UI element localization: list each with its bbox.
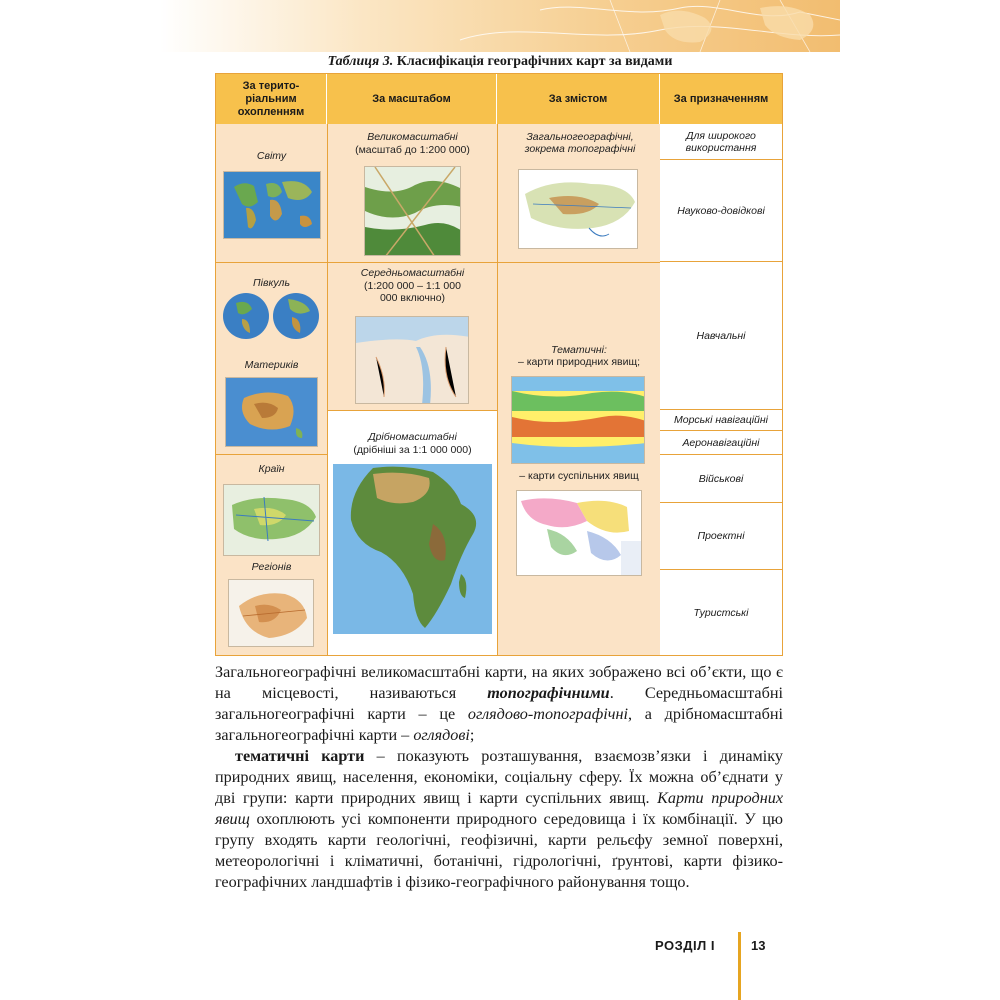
africa-map-image: [333, 464, 492, 634]
paragraph-2: [215, 746, 783, 893]
purpose-general-use: Для широкого використання: [660, 124, 782, 160]
label-regions: Регіонів: [251, 561, 292, 573]
caption-title: Класифікація географічних карт за видами: [393, 54, 673, 69]
text-run: охоплюють усі компоненти природного середовища і їх комбінації. У цю групу входять карти геологічні, геофізичні, карти рельєфу земної поверхні, метеорологічні і кліматичні, ботанічні, гідрологічні, ґрунтові, карти фізико-географічних ландшафтів і фізико-географічного районування тощо.: [215, 810, 783, 891]
text-run: Загальногеографічні великомасштабні карти, на яких зображено всі об’єкти, що є на місцевості, називаються: [215, 663, 783, 702]
world-map-decoration: [160, 0, 840, 52]
small-scale-detail: (дрібніші за 1:1 000 000): [353, 444, 472, 456]
country-map-image: [223, 484, 320, 556]
label-world: Світу: [256, 150, 287, 162]
general-maps-label: Загальногеографічні, зокрема топографічні: [524, 131, 636, 155]
header-purpose: За призначенням: [660, 74, 782, 124]
page-number: 13: [751, 938, 766, 953]
header-content: За змістом: [497, 74, 660, 124]
term-thematic: тематичні карти: [235, 747, 365, 765]
body-text: [215, 662, 783, 893]
medium-scale-label: Середньомасштабні: [360, 267, 465, 279]
header-scale: За масштабом: [327, 74, 497, 124]
header-territorial: [216, 74, 327, 124]
term-overview: оглядові: [413, 726, 470, 744]
purpose-educational: Навчальні: [660, 262, 782, 410]
purpose-aeronautical: Аеронавігаційні: [660, 431, 782, 455]
paragraph-1: [215, 662, 783, 746]
header-banner: [160, 0, 840, 52]
thematic-maps-label: Тематичні:: [551, 344, 607, 356]
label-countries: Країн: [258, 463, 285, 475]
text-run: ;: [469, 726, 475, 744]
large-scale-detail: (масштаб до 1:200 000): [355, 144, 470, 156]
natural-phenomena-map-image: [511, 376, 645, 464]
term-overview-topographic: оглядово-топографічні: [467, 705, 628, 723]
social-phenomena-label: – карти суспільних явищ: [519, 470, 639, 482]
medium-scale-map-image: [355, 316, 469, 404]
row-divider: [328, 262, 497, 263]
term-natural-maps: Карти природних явищ: [215, 789, 784, 828]
purpose-project: Проектні: [660, 503, 782, 570]
row-divider: [216, 454, 327, 455]
footer-accent-bar: [738, 932, 741, 1000]
small-scale-label: Дрібномасштабні: [368, 431, 457, 443]
large-scale-label: Великомасштабні: [367, 131, 458, 143]
text-run: . Середньомасштабні загальногеографічні карти – це: [215, 684, 783, 723]
continent-map-image: [225, 377, 318, 447]
general-map-image: [518, 169, 638, 249]
purpose-reference: Науково-довідкові: [660, 160, 782, 262]
label-continents: Материків: [244, 359, 299, 371]
natural-phenomena-label: – карти природних явищ;: [517, 356, 641, 368]
header-territorial-text: За терито-ріальним охопленням: [237, 79, 305, 118]
row-divider: [498, 262, 660, 263]
purpose-military: Військові: [660, 455, 782, 503]
table-caption: [215, 54, 785, 70]
purpose-tourist: Туристські: [660, 570, 782, 655]
region-map-image: [228, 579, 314, 647]
row-divider: [216, 262, 327, 263]
term-topographic: топографічними: [487, 684, 610, 702]
text-run: – показують розташування, взаємозв’язки і динаміку природних явищ, населення, економіки, соціальну сферу. Їх можна об’єднати у дві групи: карти природних явищ і карти суспільних явищ.: [215, 747, 784, 807]
label-hemispheres: Півкуль: [253, 277, 290, 289]
medium-scale-detail: (1:200 000 – 1:1 000 000 включно): [364, 280, 461, 304]
hemispheres-image: [222, 291, 320, 341]
caption-prefix: Таблиця 3.: [327, 54, 394, 69]
social-phenomena-map-image: [516, 490, 642, 576]
purpose-marine: Морські навігаційні: [660, 410, 782, 431]
topographic-map-image: [364, 166, 461, 256]
section-label: РОЗДІЛ І: [655, 938, 715, 953]
world-map-image: [223, 171, 321, 239]
text-run: , а дрібномасштабні загальногеографічні карти –: [215, 705, 783, 744]
col-divider: [497, 124, 498, 655]
classification-table: [215, 73, 783, 656]
